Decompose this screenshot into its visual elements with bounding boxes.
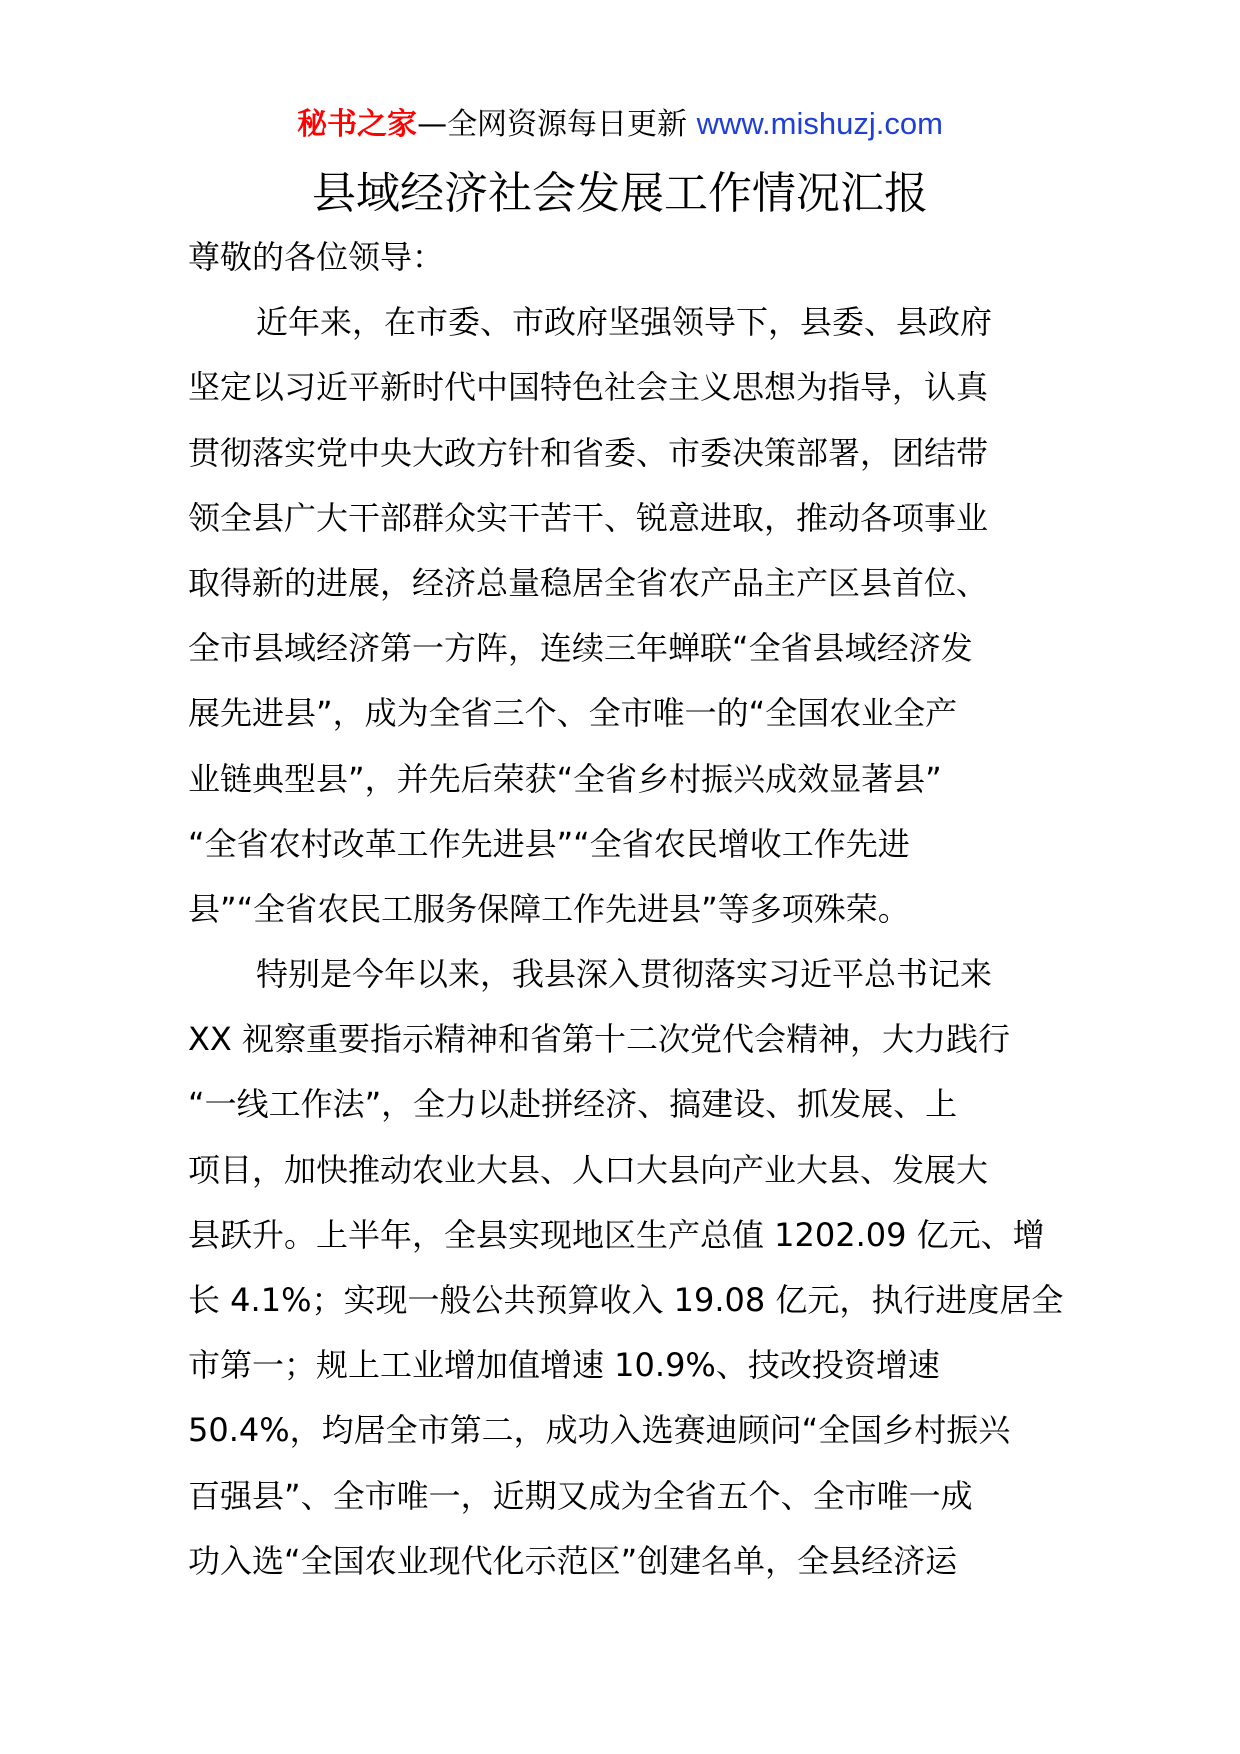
site-header	[0, 104, 1240, 145]
document-body	[188, 235, 1088, 1604]
body-line: 取得新的进展，经济总量稳居全省农产品主产区县首位、	[188, 563, 989, 602]
body-line: XX 视察重要指示精神和省第十二次党代会精神，大力践行	[188, 1020, 1011, 1059]
body-line: 县”“全省农民工服务保障工作先进县”等多项殊荣。	[188, 889, 910, 928]
document-title: 县域经济社会发展工作情况汇报	[312, 168, 928, 219]
body-line: 项目，加快推动农业大县、人口大县向产业大县、发展大	[188, 1150, 989, 1189]
body-line: 业链典型县”，并先后荣获“全省乡村振兴成效显著县”	[188, 759, 942, 798]
header-tagline: —全网资源每日更新	[417, 107, 688, 142]
body-line: 50.4%，均居全市第二，成功入选赛迪顾问“全国乡村振兴	[188, 1411, 1011, 1450]
site-url[interactable]: www.mishuzj.com	[696, 106, 943, 141]
body-line: 领全县广大干部群众实干苦干、锐意进取，推动各项事业	[188, 498, 989, 537]
body-line: 贯彻落实党中央大政方针和省委、市委决策部署，团结带	[188, 433, 989, 472]
body-line: 全市县域经济第一方阵，连续三年蝉联“全省县域经济发	[188, 629, 973, 668]
body-line: 近年来，在市委、市政府坚强领导下，县委、县政府	[256, 303, 993, 342]
brand-name: 秘书之家	[297, 107, 418, 142]
body-line: 县跃升。上半年，全县实现地区生产总值 1202.09 亿元、增	[188, 1215, 1045, 1254]
salutation: 尊敬的各位领导：	[188, 238, 445, 276]
body-line: 特别是今年以来，我县深入贯彻落实习近平总书记来	[256, 955, 993, 994]
body-line: 百强县”、全市唯一，近期又成为全省五个、全市唯一成	[188, 1476, 973, 1515]
body-line: “全省农村改革工作先进县”“全省农民增收工作先进	[188, 824, 910, 863]
body-line: 功入选“全国农业现代化示范区”创建名单，全县经济运	[188, 1541, 958, 1580]
body-line: 坚定以习近平新时代中国特色社会主义思想为指导，认真	[188, 368, 989, 407]
body-line: 长 4.1%；实现一般公共预算收入 19.08 亿元，执行进度居全	[188, 1281, 1064, 1319]
body-line: “一线工作法”，全力以赴拼经济、搞建设、抓发展、上	[188, 1085, 958, 1124]
body-line: 展先进县”，成为全省三个、全市唯一的“全国农业全产	[188, 694, 958, 733]
body-line: 市第一；规上工业增加值增速 10.9%、技改投资增速	[188, 1346, 940, 1385]
